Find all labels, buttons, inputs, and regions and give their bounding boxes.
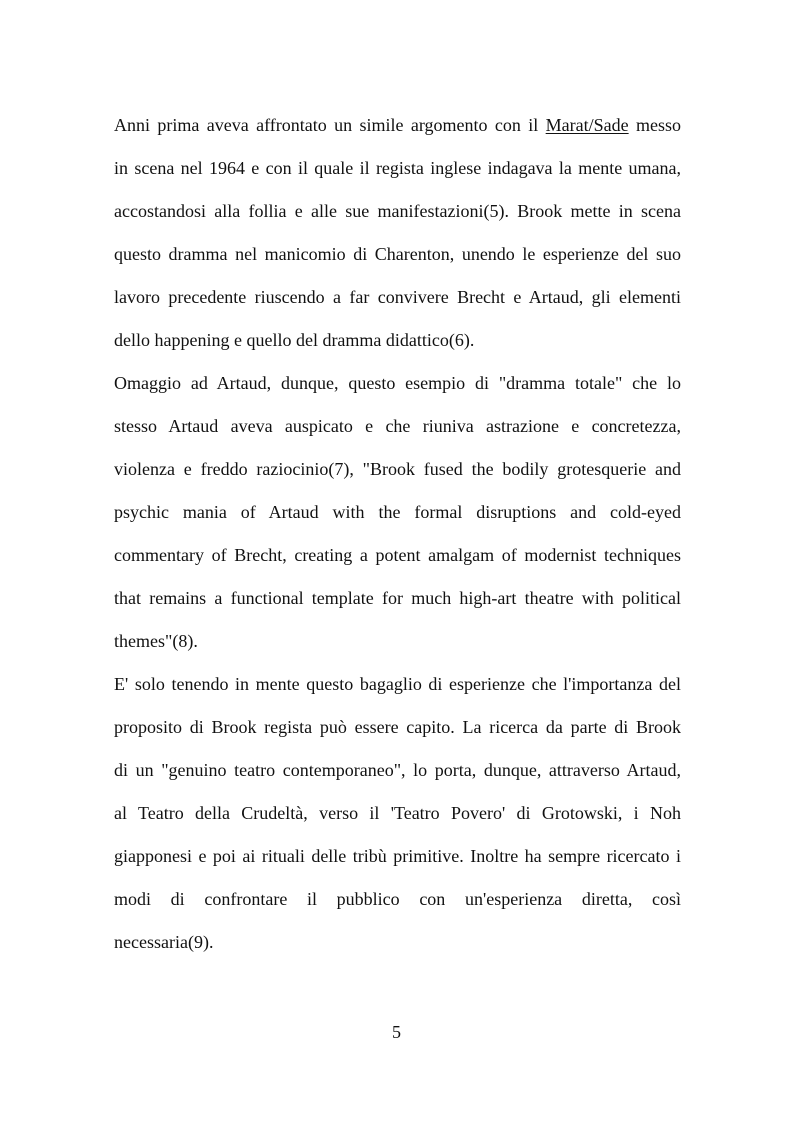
text-line	[114, 413, 681, 456]
text-line	[114, 843, 681, 886]
text-line	[114, 800, 681, 843]
paragraph	[114, 112, 681, 370]
text-span: themes"(8).	[114, 631, 198, 651]
text-line	[114, 241, 681, 284]
text-span: stesso Artaud aveva auspicato e che riuniva astrazione e concretezza,	[114, 416, 681, 436]
text-span: lavoro precedente riuscendo a far convivere Brecht e Artaud, gli elementi	[114, 287, 681, 307]
text-span: commentary of Brecht, creating a potent amalgam of modernist techniques	[114, 545, 681, 565]
page-number: 5	[392, 1022, 401, 1042]
text-line	[114, 155, 681, 198]
text-line	[114, 456, 681, 499]
text-span: dello happening e quello del dramma didattico(6).	[114, 330, 475, 350]
paragraph	[114, 370, 681, 671]
text-line	[114, 929, 681, 972]
text-span: in scena nel 1964 e con il quale il regista inglese indagava la mente umana,	[114, 158, 681, 178]
text-span: Anni prima aveva affrontato un simile argomento con il	[114, 115, 546, 135]
text-span: proposito di Brook regista può essere capito. La ricerca da parte di Brook	[114, 717, 681, 737]
text-line	[114, 671, 681, 714]
text-line	[114, 542, 681, 585]
text-span: messo	[628, 115, 682, 135]
underlined-title: Marat/Sade	[545, 115, 629, 135]
text-line	[114, 198, 681, 241]
body-text	[114, 112, 681, 972]
text-line	[114, 757, 681, 800]
text-line	[114, 628, 681, 671]
text-line	[114, 714, 681, 757]
paragraph	[114, 671, 681, 972]
text-span: giapponesi e poi ai rituali delle tribù primitive. Inoltre ha sempre ricercato i	[114, 846, 681, 866]
text-line	[114, 327, 681, 370]
text-span: al Teatro della Crudeltà, verso il 'Teatro Povero' di Grotowski, i Noh	[114, 803, 681, 823]
text-line	[114, 886, 681, 929]
text-span: that remains a functional template for much high-art theatre with political	[114, 588, 681, 608]
text-span: E' solo tenendo in mente questo bagaglio di esperienze che l'importanza del	[114, 674, 681, 694]
text-line	[114, 284, 681, 327]
text-span: questo dramma nel manicomio di Charenton, unendo le esperienze del suo	[114, 244, 681, 264]
text-span: psychic mania of Artaud with the formal disruptions and cold-eyed	[114, 502, 681, 522]
text-span: accostandosi alla follia e alle sue manifestazioni(5). Brook mette in scena	[114, 201, 681, 221]
text-line	[114, 499, 681, 542]
text-line	[114, 370, 681, 413]
text-span: di un "genuino teatro contemporaneo", lo porta, dunque, attraverso Artaud,	[114, 760, 681, 780]
text-span: violenza e freddo raziocinio(7), "Brook fused the bodily grotesquerie and	[114, 459, 681, 479]
text-span: necessaria(9).	[114, 932, 214, 952]
text-line	[114, 112, 681, 155]
text-span: Omaggio ad Artaud, dunque, questo esempio di "dramma totale" che lo	[114, 373, 681, 393]
text-span: modi di confrontare il pubblico con un'esperienza diretta, così	[114, 889, 681, 909]
text-line	[114, 585, 681, 628]
